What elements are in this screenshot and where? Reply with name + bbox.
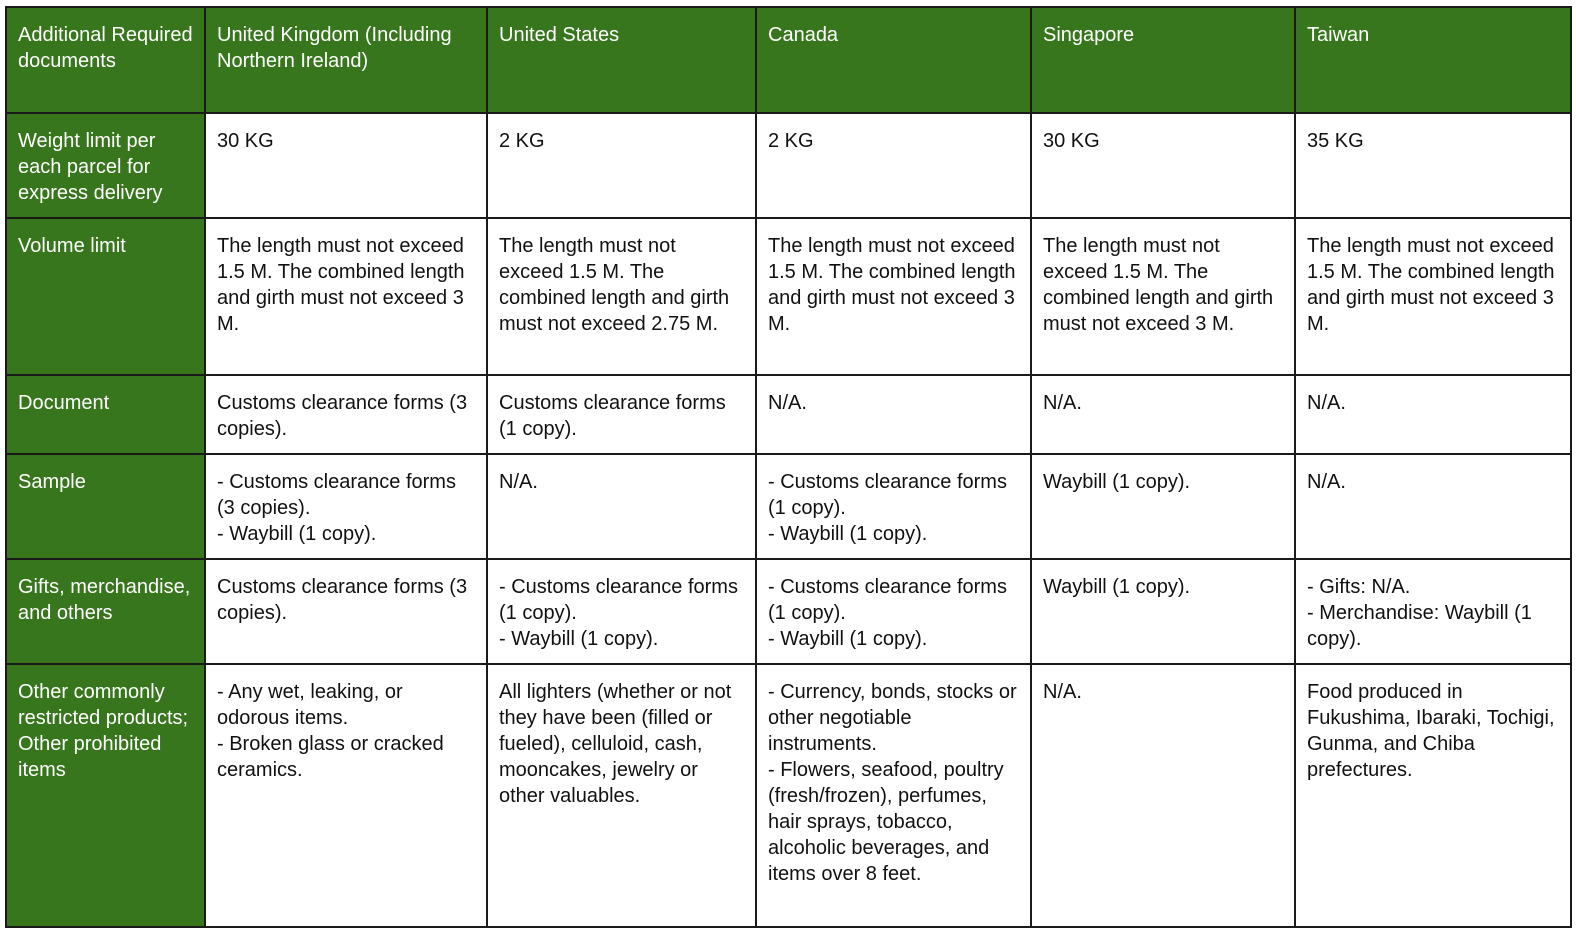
column-header-cell: Canada [756,7,1031,113]
cell-text-line: N/A. [1043,392,1082,414]
cell-text-line: - Waybill (1 copy). [217,523,377,545]
table-row [6,113,1571,218]
table-cell [205,375,487,454]
table-cell [756,218,1031,375]
table-cell [1295,375,1571,454]
table-cell [205,664,487,927]
cell-text-line: - Waybill (1 copy). [499,628,659,650]
cell-text-line: The length must not exceed 1.5 M. The combined length and girth must not exceed 3 M. [1043,235,1274,335]
row-header-cell: Volume limit [6,218,205,375]
cell-text-line: Food produced in Fukushima, Ibaraki, Tochigi, Gunma, and Chiba prefectures. [1307,681,1555,781]
cell-text-line: The length must not exceed 1.5 M. The combined length and girth must not exceed 2.75 M. [499,235,730,335]
cell-text-line: Waybill (1 copy). [1043,471,1191,493]
table-cell [205,218,487,375]
cell-text-line: The length must not exceed 1.5 M. The combined length and girth must not exceed 3 M. [1307,235,1555,335]
table-cell [1031,559,1295,664]
cell-text-line: N/A. [1043,681,1082,703]
cell-text-line: Customs clearance forms (3 copies). [217,392,468,440]
corner-header-cell: Additional Required documents [6,7,205,113]
table-cell [205,559,487,664]
cell-text-line: N/A. [1307,471,1346,493]
cell-text-line: Waybill (1 copy). [1043,576,1191,598]
cell-text-line: - Currency, bonds, stocks or other negotiable instruments. [768,681,1017,755]
table-cell [487,113,756,218]
table-cell [1031,664,1295,927]
row-header-cell: Other commonly restricted products; Other prohibited items [6,664,205,927]
column-header-cell: United States [487,7,756,113]
requirements-table [5,6,1572,928]
table-cell [1031,375,1295,454]
cell-text-line: - Customs clearance forms (1 copy). [499,576,738,624]
table-cell [205,113,487,218]
table-row [6,559,1571,664]
table-cell [756,559,1031,664]
cell-text-line: Customs clearance forms (3 copies). [217,576,468,624]
table-cell [487,664,756,927]
cell-text-line: - Merchandise: Waybill (1 copy). [1307,602,1532,650]
cell-text-line: - Broken glass or cracked ceramics. [217,733,444,781]
cell-text-line: - Customs clearance forms (3 copies). [217,471,456,519]
table-row [6,375,1571,454]
cell-text-line: N/A. [768,392,807,414]
table-cell [1295,454,1571,559]
table-cell [756,113,1031,218]
cell-text-line: - Customs clearance forms (1 copy). [768,576,1007,624]
table-cell [1295,559,1571,664]
cell-text-line: - Waybill (1 copy). [768,628,928,650]
row-header-cell: Document [6,375,205,454]
cell-text-line: N/A. [499,471,538,493]
table-cell [1295,218,1571,375]
row-header-cell: Sample [6,454,205,559]
table-cell [1031,454,1295,559]
column-header-cell: United Kingdom (Including Northern Ireland) [205,7,487,113]
cell-text-line: 2 KG [499,130,545,152]
table-cell [1295,664,1571,927]
cell-text-line: - Gifts: N/A. [1307,576,1411,598]
table-cell [756,664,1031,927]
table-cell [487,375,756,454]
table-cell [1295,113,1571,218]
row-header-cell: Gifts, merchandise, and others [6,559,205,664]
table-row [6,454,1571,559]
cell-text-line: - Waybill (1 copy). [768,523,928,545]
table-cell [1031,218,1295,375]
table-cell [1031,113,1295,218]
cell-text-line: 30 KG [1043,130,1100,152]
cell-text-line: N/A. [1307,392,1346,414]
cell-text-line: - Any wet, leaking, or odorous items. [217,681,403,729]
header-row [6,7,1571,113]
table-cell [487,559,756,664]
cell-text-line: - Customs clearance forms (1 copy). [768,471,1007,519]
table-row [6,664,1571,927]
cell-text-line: The length must not exceed 1.5 M. The combined length and girth must not exceed 3 M. [768,235,1016,335]
table-cell [756,375,1031,454]
cell-text-line: 35 KG [1307,130,1364,152]
cell-text-line: Customs clearance forms (1 copy). [499,392,726,440]
table-cell [487,454,756,559]
cell-text-line: 2 KG [768,130,814,152]
cell-text-line: - Flowers, seafood, poultry (fresh/frozen), perfumes, hair sprays, tobacco, alcoholic beverages, and items over 8 feet. [768,759,1004,885]
column-header-cell: Taiwan [1295,7,1571,113]
cell-text-line: 30 KG [217,130,274,152]
cell-text-line: The length must not exceed 1.5 M. The combined length and girth must not exceed 3 M. [217,235,465,335]
row-header-cell: Weight limit per each parcel for express delivery [6,113,205,218]
table-row [6,218,1571,375]
column-header-cell: Singapore [1031,7,1295,113]
table-cell [205,454,487,559]
cell-text-line: All lighters (whether or not they have been (filled or fueled), celluloid, cash, mooncakes, jewelry or other valuables. [499,681,732,807]
table-cell [487,218,756,375]
table-cell [756,454,1031,559]
